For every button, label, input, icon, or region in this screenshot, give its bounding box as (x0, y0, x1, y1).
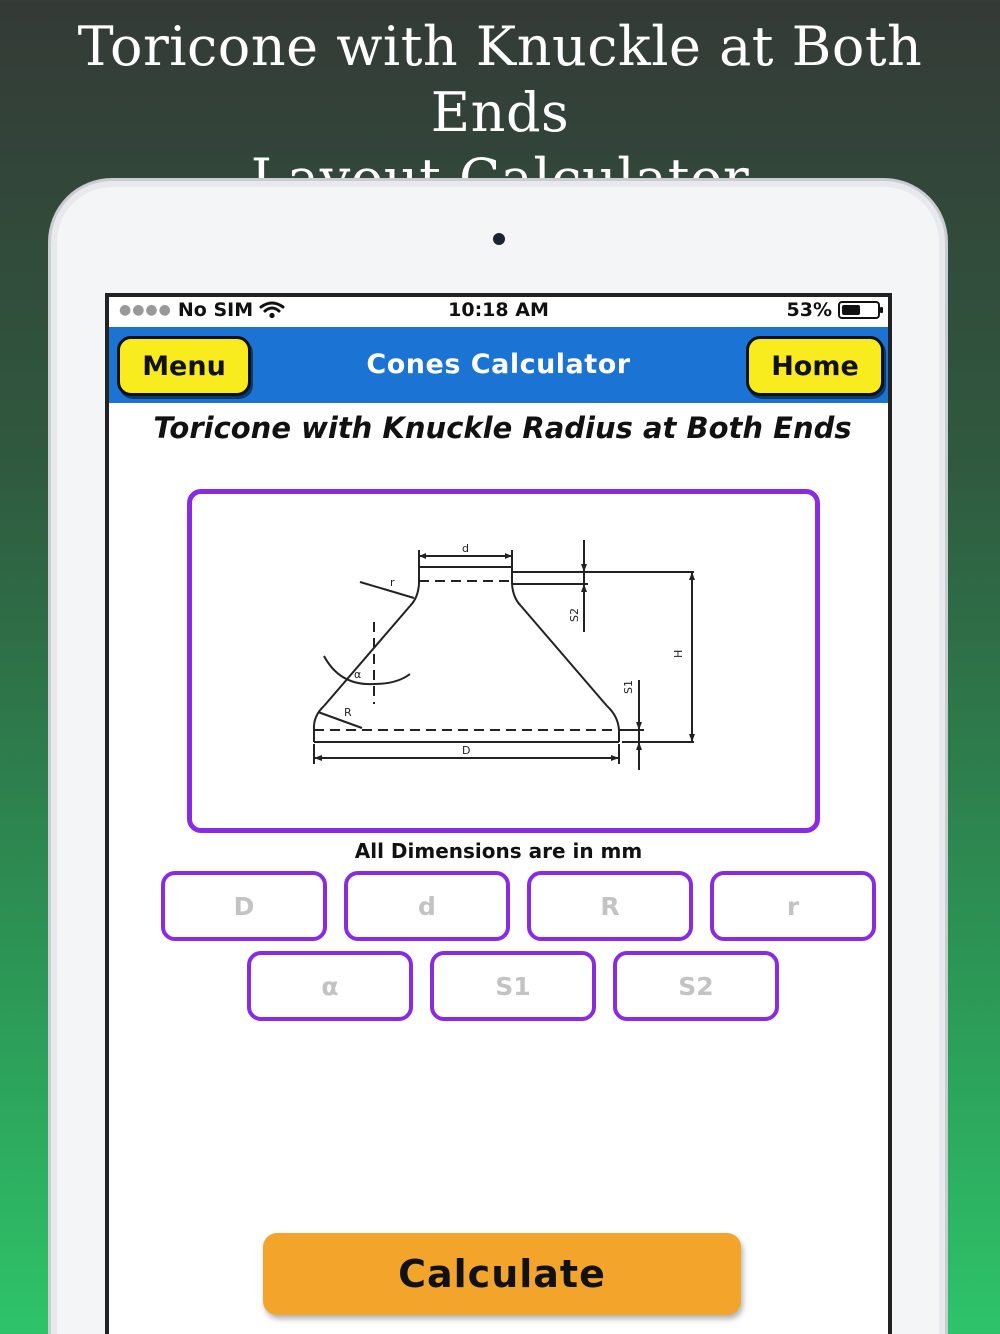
nav-title: Cones Calculator (366, 349, 631, 380)
diagram-label-alpha: α (354, 668, 362, 681)
R-input[interactable] (531, 875, 689, 937)
diagram-label-D: D (462, 744, 471, 757)
menu-button[interactable]: Menu (117, 336, 251, 396)
diagram-box (187, 489, 820, 833)
battery-fill (842, 305, 860, 315)
field-r[interactable] (710, 871, 876, 941)
navbar (109, 327, 888, 403)
field-S2[interactable] (613, 951, 779, 1021)
carrier-label: No SIM (177, 299, 254, 321)
d-input[interactable] (348, 875, 506, 937)
S1-input[interactable] (434, 955, 592, 1017)
signal-dots-icon: ●●●● (119, 302, 172, 318)
promo-title-line1: Toricone with Knuckle at Both Ends (77, 15, 923, 144)
battery-percent: 53% (786, 299, 832, 321)
field-D[interactable] (161, 871, 327, 941)
status-right (787, 299, 880, 321)
diagram-label-r: r (390, 576, 395, 589)
field-S1[interactable] (430, 951, 596, 1021)
app-screen (105, 293, 892, 1334)
tablet-frame (48, 178, 948, 1334)
battery-icon (838, 301, 880, 319)
r-input[interactable] (714, 875, 872, 937)
page-heading: Toricone with Knuckle Radius at Both Ends (153, 411, 852, 445)
status-time: 10:18 AM (448, 299, 549, 321)
field-alpha[interactable] (247, 951, 413, 1021)
calculate-button[interactable]: Calculate (263, 1233, 741, 1315)
diagram-label-h: H (672, 649, 685, 658)
S2-input[interactable] (617, 955, 775, 1017)
camera-icon (493, 233, 505, 245)
D-input[interactable] (165, 875, 323, 937)
toricone-diagram (192, 494, 815, 828)
diagram-label-s2: S2 (568, 608, 581, 622)
status-bar (109, 297, 888, 327)
units-note: All Dimensions are in mm (354, 839, 643, 863)
diagram-label-s1: S1 (622, 680, 635, 694)
diagram-label-d: d (462, 542, 469, 555)
field-d[interactable] (344, 871, 510, 941)
alpha-input[interactable] (251, 955, 409, 1017)
home-button[interactable]: Home (746, 336, 884, 396)
field-R[interactable] (527, 871, 693, 941)
diagram-label-R: R (344, 706, 352, 719)
